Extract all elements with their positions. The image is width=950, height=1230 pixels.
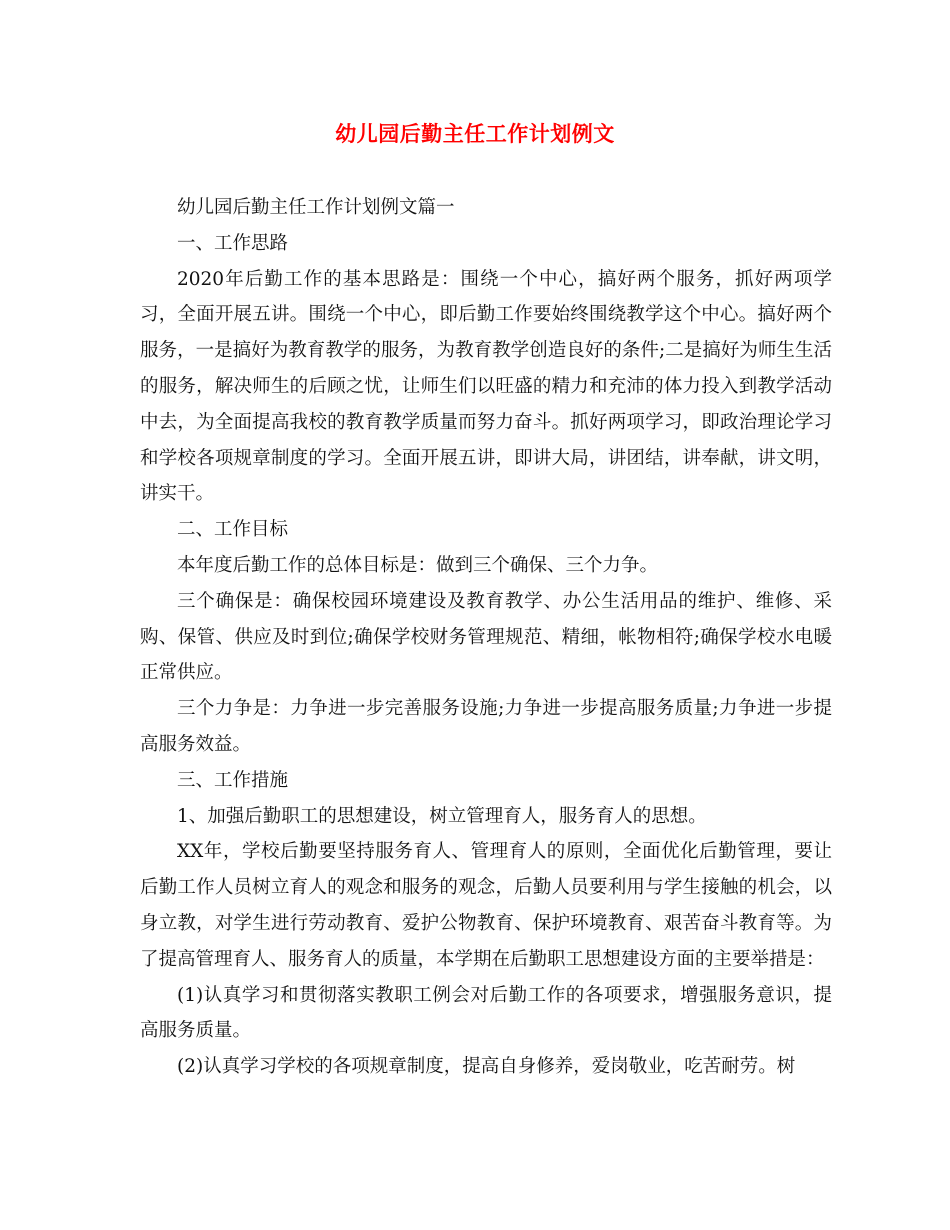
paragraph-measure-1: 1、加强后勤职工的思想建设，树立管理育人，服务育人的思想。 [177,805,707,827]
heading-work-goals: 二、工作目标 [177,519,289,541]
heading-work-measures: 三、工作措施 [177,769,289,791]
paragraph-overall-goal: 本年度后勤工作的总体目标是：做到三个确保、三个力争。 [177,554,659,576]
paragraph-measure-1-detail: XX年，学校后勤要坚持服务育人、管理育人的原则，全面优化后勤管理，要让后勤工作人员树立育人的观念和服务的观念，后勤人员要利用与学生接触的机会，以身立教，对学生进行劳动教育、爱护公物教育、保护环境教育、艰苦奋斗教育等。为了提高管理育人、服务育人的质量，本学期在后勤职工思想建设方面的主要举措是： [140,841,832,970]
section-subtitle: 幼儿园后勤主任工作计划例文篇一 [177,197,455,218]
heading-work-ideas: 一、工作思路 [177,232,289,254]
paragraph-work-ideas: 2020年后勤工作的基本思路是：围绕一个中心，搞好两个服务，抓好两项学习，全面开展五讲。围绕一个中心，即后勤工作要始终围绕教学这个中心。搞好两个服务，一是搞好为教育教学的服务，为教育教学创造良好的条件;二是搞好为师生生活的服务，解决师生的后顾之忧，让师生们以旺盛的精力和充沛的体力投入到教学活动中去，为全面提高我校的教育教学质量而努力奋斗。抓好两项学习，即政治理论学习和学校各项规章制度的学习。全面开展五讲，即讲大局，讲团结，讲奉献，讲文明，讲实干。 [140,268,832,505]
document-title: 幼儿园后勤主任工作计划例文 [335,121,615,146]
paragraph-three-ensures: 三个确保是：确保校园环境建设及教育教学、办公生活用品的维护、维修、采购、保管、供应及时到位;确保学校财务管理规范、精细，帐物相符;确保学校水电暖正常供应。 [140,590,832,684]
paragraph-item-2: (2)认真学习学校的各项规章制度，提高自身修养，爱岗敬业，吃苦耐劳。树 [177,1056,796,1078]
paragraph-three-strives: 三个力争是：力争进一步完善服务设施;力争进一步提高服务质量;力争进一步提高服务效益。 [140,698,832,755]
paragraph-item-1: (1)认真学习和贯彻落实教职工例会对后勤工作的各项要求，增强服务意识，提高服务质量。 [140,984,832,1042]
document-body [140,190,832,1085]
